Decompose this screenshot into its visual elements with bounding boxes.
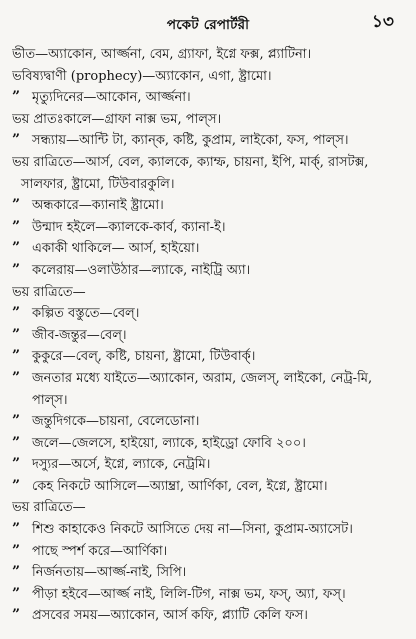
text-line (12, 303, 410, 325)
ditto-mark: ” (12, 197, 21, 214)
text-line (12, 87, 410, 109)
text-line (12, 174, 410, 196)
line-text: পাছে স্পর্শ করে—আর্ণিকা। (32, 543, 168, 559)
text-line (12, 476, 410, 498)
ditto-mark: ” (12, 564, 21, 581)
ditto-mark: ” (12, 240, 21, 257)
line-text: কেহ নিকটে আসিলে—অ্যাম্ব্রা, আর্ণিকা, বেল, ইগ্নে, ষ্ট্রামো। (32, 478, 328, 494)
line-text: অন্ধকারে—ক্যানাই ষ্ট্রামো। (32, 198, 164, 214)
line-text: ভীত—অ্যাকোন, আর্জ্জনা, বেম, গ্র্যাফা, ইগ্নে ফক্স, প্ল্যাটিনা। (12, 47, 312, 62)
line-text: পাল্স। (32, 392, 68, 408)
page-number: ১৩ (371, 12, 394, 32)
text-line (12, 109, 410, 131)
line-text: প্রসবের সময়—অ্যাকোন, আর্স কফি, প্ল্যাটি কেলি ফস। (32, 608, 308, 624)
ditto-mark: ” (12, 542, 21, 559)
text-line (12, 584, 410, 606)
page-header (0, 6, 416, 36)
running-title: পকেট রেপার্টরী (166, 17, 250, 33)
text-line (12, 541, 410, 563)
text-line (12, 497, 410, 519)
ditto-mark: ” (12, 132, 21, 149)
ditto-mark: ” (12, 477, 21, 494)
text-line (12, 195, 410, 217)
ditto-mark: ” (12, 456, 21, 473)
ditto-mark: ” (12, 521, 21, 538)
text-line (12, 66, 410, 88)
ditto-mark: ” (12, 261, 21, 278)
text-line (12, 130, 410, 152)
text-line (12, 325, 410, 347)
line-text: কুকুরে—বেল্, কষ্টি, চায়না, ষ্ট্রামো, টিউবার্ক্। (32, 349, 256, 365)
text-line (12, 605, 410, 627)
line-text: একাকী থাকিলে— আর্স, হাইয়ো। (32, 241, 200, 257)
text-line (12, 217, 410, 239)
text-line (12, 433, 410, 455)
text-line (12, 346, 410, 368)
text-line (12, 390, 410, 412)
line-text: সন্ধ্যায়—আন্টি টা, ক্যান্ক, কষ্টি, কুপ্রাম, লাইকো, ফস, পাল্স। (32, 133, 349, 149)
line-text: ভয় রাত্রিতে—আর্স, বেল, ক্যালকে, ক্যাম্ফ, চায়না, ইপি, মার্ক্, রাসটক্স, (12, 154, 369, 170)
ditto-mark: ” (12, 218, 21, 235)
ditto-mark: ” (12, 326, 21, 343)
ditto-mark: ” (12, 585, 21, 602)
line-text: কল্পিত বস্তুতে—বেল্। (32, 306, 140, 322)
ditto-mark: ” (12, 305, 21, 322)
ditto-mark: ” (12, 434, 21, 451)
text-body (12, 44, 410, 627)
line-text: উন্মাদ হইলে—ক্যালকে-কার্ব, ক্যানা-ই। (32, 219, 226, 235)
line-text: সালফার, ষ্ট্রামো, টিউবারকুলি। (21, 176, 175, 192)
line-text: জনতার মধ্যে যাইতে—অ্যাকোন, অরাম, জেলস্, লাইকো, নেট্র-মি, (32, 370, 373, 386)
line-text: জন্তুদিগকে—চায়না, বেলেডোনা। (32, 414, 200, 430)
text-line (12, 368, 410, 390)
ditto-mark: ” (12, 348, 21, 365)
text-line (12, 152, 410, 174)
line-text: ভয় প্রাতঃকালে—গ্রাফা নাক্স ভম, পাল্স। (12, 111, 222, 127)
line-text: জলে—জেলসে, হাইয়ো, ল্যাকে, হাইড্রো ফোবি ২০০। (32, 435, 306, 451)
line-text: জীব-জন্তুর—বেল্। (32, 327, 127, 343)
text-line (12, 238, 410, 260)
ditto-mark: ” (12, 413, 21, 430)
line-text: কলেরায়—ওলাউঠার—ল্যাকে, নাইট্রি অ্যা। (32, 262, 251, 278)
line-text: ভবিষ্যদ্বাণী (prophecy)—অ্যাকোন, এগা, ষ্ট্রামো। (12, 68, 272, 84)
text-line (12, 454, 410, 476)
line-text: দস্যুর—অর্সে, ইগ্নে, ল্যাকে, নেট্রমি। (32, 457, 211, 473)
text-line (12, 44, 410, 66)
ditto-mark: ” (12, 607, 21, 624)
text-line (12, 562, 410, 584)
text-line (12, 260, 410, 282)
ditto-mark: ” (12, 89, 21, 106)
line-text: পীড়া হইবে—আর্জ্জ নাই, লিলি-টিগ, নাক্স ভম, ফস্, অ্যা, ফস্। (32, 586, 346, 602)
ditto-mark: ” (12, 369, 21, 386)
line-text: ভয় রাত্রিতে— (12, 284, 86, 300)
line-text: নির্জনতায়—আর্জ্জ-নাই, সিপি। (32, 565, 187, 581)
line-text: মৃত্যুদিনের—আকোন, আর্জ্জনা। (32, 90, 191, 106)
text-line (12, 282, 410, 304)
text-line (12, 411, 410, 433)
line-text: শিশু কাহাকেও নিকটে আসিতে দেয় না—সিনা, কুপ্রাম-অ্যাসেট। (32, 522, 353, 538)
text-line (12, 519, 410, 541)
line-text: ভয় রাত্রিতে— (12, 500, 86, 516)
